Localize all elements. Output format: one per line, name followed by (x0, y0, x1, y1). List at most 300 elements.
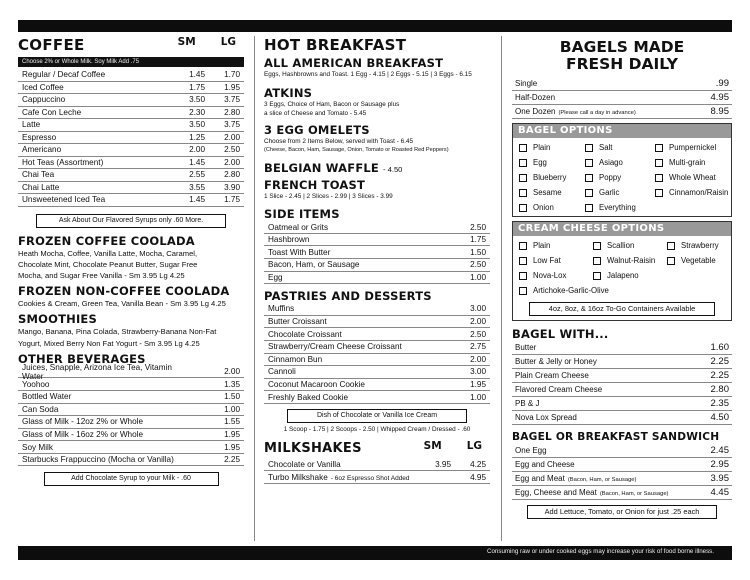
item-name-wrap (515, 343, 536, 352)
cream-cheese-title: CREAM CHEESE OPTIONS (513, 222, 731, 236)
item-name-wrap (22, 158, 103, 167)
bagel-option (519, 186, 585, 199)
option-label: Artichoke-Garlic-Olive (533, 286, 609, 295)
item-name-wrap (268, 304, 294, 313)
item-price: .99 (715, 78, 729, 89)
coffee-row (18, 82, 244, 95)
option-label: Strawberry (681, 241, 719, 250)
cream-cheese-option (667, 239, 727, 252)
option-label: Sesame (533, 188, 562, 197)
containers-note: 4oz, 8oz, & 16oz To-Go Containers Available (529, 302, 715, 316)
item-name: Soy Milk (22, 442, 53, 452)
item-name-wrap (22, 70, 105, 79)
frozen-non-coffee-price: Sm 3.95 Lg 4.25 (170, 299, 226, 309)
frozen-coffee-line: Mocha, and Sugar Free Vanilla - (18, 270, 127, 280)
beverage-row (18, 416, 244, 429)
smoothies-line: Mango, Banana, Pina Colada, Strawberry-Banana Non-Fat (18, 327, 217, 337)
item-name-wrap (22, 195, 105, 204)
item-name-wrap (515, 107, 636, 116)
item-price-sm: 3.50 (189, 120, 205, 130)
cream-cheese-option (593, 254, 667, 267)
item-price: 1.00 (470, 392, 486, 402)
atkins-desc: 3 Eggs, Choice of Ham, Bacon or Sausage plus (264, 100, 400, 108)
coffee-size-sm: SM (177, 36, 196, 48)
toppings-note: Add Lettuce, Tomato, or Onion for just .25 each (527, 505, 717, 519)
item-name-wrap (22, 417, 143, 426)
option-label: Asiago (599, 158, 623, 167)
option-label: Whole Wheat (669, 173, 716, 182)
item-price: 4.95 (710, 92, 729, 103)
coffee-row (18, 94, 244, 107)
item-name: Plain Cream Cheese (515, 371, 589, 380)
bagel-option (655, 156, 728, 169)
cream-cheese-option (667, 254, 727, 267)
item-prices (170, 120, 240, 129)
item-name-wrap (268, 235, 309, 244)
item-price: 2.00 (470, 317, 486, 327)
item-prices (416, 473, 486, 482)
sandwich-title: BAGEL OR BREAKFAST SANDWICH (512, 431, 720, 443)
checkbox-icon (593, 257, 601, 265)
other-beverages-section (18, 352, 244, 487)
item-price: 1.95 (224, 442, 240, 452)
frozen-non-coffee-line: Cookies & Cream, Green Tea, Vanilla Bean - (18, 299, 168, 309)
coffee-row (18, 194, 244, 207)
item-name: Americano (22, 145, 62, 155)
bagel-with-list (512, 341, 732, 425)
item-price-lg: 4.25 (470, 459, 486, 469)
cream-cheese-grid (513, 236, 731, 299)
bagel-option (519, 156, 585, 169)
checkbox-icon (519, 287, 527, 295)
pastry-row (264, 391, 490, 404)
side-item-row (264, 272, 490, 285)
item-price: 1.75 (470, 235, 486, 245)
checkbox-icon (655, 189, 663, 197)
item-name: Cafe Con Leche (22, 107, 82, 117)
item-price-sm: 2.30 (189, 107, 205, 117)
coffee-row (18, 144, 244, 157)
coffee-row (18, 107, 244, 120)
item-price-lg: 4.95 (470, 472, 486, 482)
sandwich-row (512, 472, 732, 486)
french-toast-desc: 1 Slice - 2.45 | 2 Slices - 2.99 | 3 Slices - 3.99 (264, 192, 393, 200)
bagel-price-row (512, 91, 732, 105)
option-label: Nova-Lox (533, 271, 567, 280)
pastry-row (264, 354, 490, 367)
item-name-wrap (22, 170, 54, 179)
smoothies-title: SMOOTHIES (18, 312, 97, 327)
checkbox-icon (655, 144, 663, 152)
item-name: Juices, Snapple, Arizona Ice Tea, Vitamin Water (22, 362, 172, 381)
item-price-lg: 3.75 (224, 120, 240, 130)
pastry-row (264, 328, 490, 341)
item-name-wrap (22, 455, 174, 464)
option-label: Cinnamon/Raisin (669, 188, 729, 197)
item-name: Butter (515, 343, 537, 352)
item-name-wrap (515, 79, 537, 88)
item-note: (Bacon, Ham, or Sausage) (599, 491, 669, 497)
atkins-title: ATKINS (264, 85, 313, 100)
item-name-wrap (268, 380, 365, 389)
item-name-wrap (22, 120, 40, 129)
divider (254, 36, 255, 541)
item-prices (170, 133, 240, 142)
item-name-wrap (268, 330, 342, 339)
item-name: Egg, Cheese and Meat (515, 488, 597, 497)
item-name: Chocolate or Vanilla (268, 459, 341, 469)
item-name-wrap (515, 460, 575, 469)
cream-cheese-option (519, 284, 727, 297)
bagel-prices (512, 77, 732, 119)
milkshakes-list (264, 458, 490, 484)
column-coffee (18, 36, 244, 541)
item-price: 2.50 (470, 329, 486, 339)
item-name: Hot Teas (Assortment) (22, 157, 104, 167)
item-name-wrap (22, 95, 65, 104)
item-price: 2.00 (224, 367, 240, 377)
item-name-wrap (515, 371, 589, 380)
checkbox-icon (519, 189, 527, 197)
bagel-option (585, 186, 655, 199)
item-name: Turbo Milkshake (268, 472, 328, 482)
item-prices (170, 70, 240, 79)
item-price: 2.25 (224, 455, 240, 465)
frozen-coffee-line: Chocolate Mint, Chocolate Peanut Butter, Sugar Free (18, 259, 198, 269)
bottom-bar (18, 546, 732, 560)
item-name: Egg and Cheese (515, 460, 575, 469)
item-price: 2.50 (470, 260, 486, 270)
item-price: 2.25 (710, 370, 729, 381)
checkbox-icon (519, 204, 527, 212)
waffle-price: - 4.50 (382, 164, 403, 174)
item-price-lg: 2.80 (224, 107, 240, 117)
item-price-lg: 3.75 (224, 95, 240, 105)
syrup-note: Ask About Our Flavored Syrups only .60 More. (36, 214, 226, 228)
item-price: 2.35 (710, 398, 729, 409)
checkbox-icon (585, 144, 593, 152)
option-label: Everything (599, 203, 636, 212)
item-name: Starbucks Frappuccino (Mocha or Vanilla) (22, 455, 174, 465)
sandwich-row (512, 444, 732, 458)
coffee-list (18, 69, 244, 207)
item-price: 1.50 (224, 392, 240, 402)
checkbox-icon (519, 257, 527, 265)
pastry-row (264, 303, 490, 316)
item-name: PB & J (515, 399, 540, 408)
column-hot-breakfast (264, 36, 490, 541)
item-name: Yoohoo (22, 379, 50, 389)
coffee-row (18, 182, 244, 195)
bagels-title-line2: FRESH DAILY (566, 55, 678, 73)
item-name-wrap (22, 145, 61, 154)
item-name-wrap (22, 108, 81, 117)
item-prices (170, 95, 240, 104)
item-name-wrap (268, 273, 283, 282)
sandwich-list (512, 444, 732, 500)
item-name-wrap (268, 473, 410, 482)
item-price: 2.80 (710, 384, 729, 395)
item-price-sm: 2.00 (189, 145, 205, 155)
frozen-non-coffee-title: FROZEN NON-COFFEE COOLADA (18, 284, 230, 299)
item-price: 1.50 (470, 247, 486, 257)
option-label: Garlic (599, 188, 620, 197)
item-name: Hashbrown (268, 235, 310, 245)
item-price: 1.95 (470, 380, 486, 390)
pastry-row (264, 366, 490, 379)
item-name-wrap (22, 392, 71, 401)
item-price: 1.60 (710, 342, 729, 353)
frozen-coffee-title: FROZEN COFFEE COOLADA (18, 233, 195, 248)
item-price: 3.95 (710, 473, 729, 484)
bagel-option (655, 171, 728, 184)
option-label: Salt (599, 143, 613, 152)
bagel-with-row (512, 369, 732, 383)
american-breakfast-title: ALL AMERICAN BREAKFAST (264, 56, 444, 70)
milkshakes-title: MILKSHAKES (264, 441, 362, 457)
item-price: 2.75 (470, 342, 486, 352)
cream-cheese-option (593, 239, 667, 252)
item-name: Butter & Jelly or Honey (515, 357, 597, 366)
item-prices (170, 195, 240, 204)
bagel-price-row (512, 105, 732, 119)
side-item-row (264, 234, 490, 247)
checkbox-icon (585, 204, 593, 212)
item-name: Chai Latte (22, 182, 60, 192)
item-note: (Please call a day in advance) (558, 110, 636, 116)
item-name-wrap (515, 385, 602, 394)
option-label: Low Fat (533, 256, 561, 265)
bagel-with-row (512, 397, 732, 411)
column-bagels (512, 36, 732, 541)
coffee-row (18, 157, 244, 170)
item-name: Bottled Water (22, 392, 72, 402)
bagel-option (585, 201, 655, 214)
item-name-wrap (22, 133, 56, 142)
side-item-row (264, 259, 490, 272)
item-price-sm: 3.55 (189, 182, 205, 192)
bagel-with-row (512, 411, 732, 425)
bagel-with-title: BAGEL WITH... (512, 327, 609, 341)
coffee-row (18, 132, 244, 145)
item-price: 4.50 (710, 412, 729, 423)
option-label: Walnut-Raisin (607, 256, 656, 265)
item-price-lg: 1.95 (224, 82, 240, 92)
checkbox-icon (519, 242, 527, 250)
item-name-wrap (268, 260, 359, 269)
cream-cheese-option (519, 239, 593, 252)
bagel-with-row (512, 383, 732, 397)
item-name: Chai Tea (22, 170, 55, 180)
item-name-wrap (22, 380, 49, 389)
pastry-row (264, 379, 490, 392)
frozen-non-coffee-section (18, 284, 244, 309)
chocolate-syrup-note: Add Chocolate Syrup to your Milk - .60 (44, 472, 219, 486)
hot-breakfast-title: HOT BREAKFAST (264, 36, 407, 54)
item-price-lg: 3.90 (224, 182, 240, 192)
coffee-subtitle: Choose 2% or Whole Milk. Soy Milk Add .75 (18, 57, 244, 67)
checkbox-icon (667, 257, 675, 265)
item-price-lg: 1.75 (224, 195, 240, 205)
ice-cream-note: Dish of Chocolate or Vanilla Ice Cream (287, 409, 467, 423)
item-price-sm: 1.75 (189, 82, 205, 92)
item-name: Bacon, Ham, or Sausage (268, 260, 360, 270)
milkshakes-size-lg: LG (466, 440, 482, 453)
side-items-list (264, 221, 490, 284)
item-name: Iced Coffee (22, 82, 64, 92)
option-label: Pumpernickel (669, 143, 717, 152)
option-label: Blueberry (533, 173, 567, 182)
coffee-heading (18, 36, 244, 56)
item-name: Half-Dozen (515, 93, 556, 102)
frozen-coffee-line: Heath Mocha, Coffee, Vanilla Latte, Mocha, Caramel, (18, 248, 198, 258)
item-price: 1.00 (470, 272, 486, 282)
item-name-wrap (268, 317, 327, 326)
item-prices (170, 83, 240, 92)
item-name: Cappuccino (22, 95, 66, 105)
item-price: 8.95 (710, 106, 729, 117)
item-name: One Dozen (515, 107, 556, 116)
item-name-wrap (22, 183, 59, 192)
item-name-wrap (268, 223, 328, 232)
item-price-lg: 2.50 (224, 145, 240, 155)
item-name: Oatmeal or Grits (268, 222, 329, 232)
item-price: 3.00 (470, 304, 486, 314)
checkbox-icon (585, 174, 593, 182)
cream-cheese-option (519, 269, 593, 282)
item-name: Butter Croissant (268, 317, 327, 327)
item-name: Nova Lox Spread (515, 413, 577, 422)
item-prices (416, 460, 486, 469)
side-item-row (264, 221, 490, 234)
item-name-wrap (22, 430, 143, 439)
sandwich-row (512, 486, 732, 500)
item-name: Freshly Baked Cookie (268, 392, 349, 402)
item-name: Muffins (268, 304, 295, 314)
bagel-price-row (512, 77, 732, 91)
checkbox-icon (519, 144, 527, 152)
bagel-option (519, 201, 585, 214)
checkbox-icon (585, 159, 593, 167)
option-label: Poppy (599, 173, 622, 182)
bagel-option (519, 141, 585, 154)
bagel-option (655, 186, 728, 199)
milkshake-row (264, 471, 490, 484)
item-price: 4.45 (710, 487, 729, 498)
item-price: 1.95 (224, 429, 240, 439)
option-label: Egg (533, 158, 547, 167)
item-name: Glass of Milk - 12oz 2% or Whole (22, 417, 144, 427)
option-label: Onion (533, 203, 554, 212)
checkbox-icon (593, 272, 601, 280)
beverage-row (18, 429, 244, 442)
checkbox-icon (667, 242, 675, 250)
item-name: Can Soda (22, 404, 59, 414)
cream-cheese-option (593, 269, 667, 282)
item-name-wrap (515, 474, 636, 483)
item-name: Unsweetened Iced Tea (22, 195, 106, 205)
item-price: 2.45 (710, 445, 729, 456)
item-name: Egg and Meat (515, 474, 565, 483)
item-name: Cannoli (268, 367, 296, 377)
item-note: - 6oz Espresso Shot Added (330, 474, 410, 482)
item-prices (170, 183, 240, 192)
item-price-lg: 2.00 (224, 132, 240, 142)
other-beverages-title: OTHER BEVERAGES (18, 351, 146, 366)
item-name-wrap (515, 357, 597, 366)
item-price-sm: 1.45 (189, 195, 205, 205)
item-price-lg: 2.80 (224, 170, 240, 180)
smoothies-section (18, 312, 244, 348)
item-price: 3.00 (470, 367, 486, 377)
omelets-desc: Choose from 2 Items Below, served with Toast - 6.45 (264, 137, 414, 145)
item-price-sm: 3.50 (189, 95, 205, 105)
bagel-options-title: BAGEL OPTIONS (513, 124, 731, 138)
waffle-title: BELGIAN WAFFLE (264, 160, 379, 175)
item-name-wrap (268, 248, 330, 257)
side-item-row (264, 246, 490, 259)
item-price-sm: 1.25 (189, 132, 205, 142)
coffee-row (18, 69, 244, 82)
item-name: Flavored Cream Cheese (515, 385, 603, 394)
item-name: Toast With Butter (268, 247, 331, 257)
item-name: Regular / Decaf Coffee (22, 70, 106, 80)
item-prices (170, 170, 240, 179)
item-price-lg: 1.70 (224, 70, 240, 80)
pastries-title: PASTRIES AND DESSERTS (264, 289, 432, 304)
beverage-row (18, 362, 244, 381)
top-bar (18, 20, 732, 32)
omelets-title: 3 EGG OMELETS (264, 122, 370, 137)
checkbox-icon (655, 174, 663, 182)
cream-cheese-option (519, 254, 593, 267)
checkbox-icon (655, 159, 663, 167)
american-breakfast-desc: Eggs, Hashbrowns and Toast. 1 Egg - 4.15 | 2 Eggs - 5.15 | 3 Eggs - 6.15 (264, 71, 472, 78)
item-price-sm: 1.45 (189, 70, 205, 80)
item-name: Strawberry/Cream Cheese Croissant (268, 342, 402, 352)
item-note: (Bacon, Ham, or Sausage) (567, 477, 637, 483)
option-label: Multi-grain (669, 158, 706, 167)
item-price: 2.50 (470, 222, 486, 232)
french-toast-title: FRENCH TOAST (264, 177, 365, 192)
bagel-option (585, 171, 655, 184)
item-name: Latte (22, 120, 41, 130)
option-label: Scallion (607, 241, 635, 250)
frozen-coffee-price: Sm 3.95 Lg 4.25 (128, 270, 185, 280)
item-price-lg: 2.00 (224, 157, 240, 167)
option-label: Vegetable (681, 256, 716, 265)
checkbox-icon (519, 159, 527, 167)
checkbox-icon (593, 242, 601, 250)
coffee-row (18, 119, 244, 132)
bagel-option (519, 171, 585, 184)
item-name-wrap (268, 355, 322, 364)
item-price-sm: 2.55 (189, 170, 205, 180)
item-name-wrap (515, 446, 547, 455)
item-name: Espresso (22, 132, 57, 142)
ice-cream-prices: 1 Scoop - 1.75 | 2 Scoops - 2.50 | Whipped Cream / Dressed - .60 (283, 425, 471, 433)
item-prices (170, 158, 240, 167)
atkins-desc: a slice of Cheese and Tomato - 5.45 (264, 110, 367, 117)
cream-cheese-box (512, 221, 732, 321)
item-price: 1.35 (224, 379, 240, 389)
coffee-title: COFFEE (18, 36, 85, 54)
milkshakes-heading (264, 440, 490, 458)
item-name-wrap (268, 393, 348, 402)
smoothies-line: Yogurt, Mixed Berry Non Fat Yogurt - (18, 338, 142, 348)
bagel-options-box (512, 123, 732, 217)
item-name: Chocolate Croissant (268, 329, 342, 339)
